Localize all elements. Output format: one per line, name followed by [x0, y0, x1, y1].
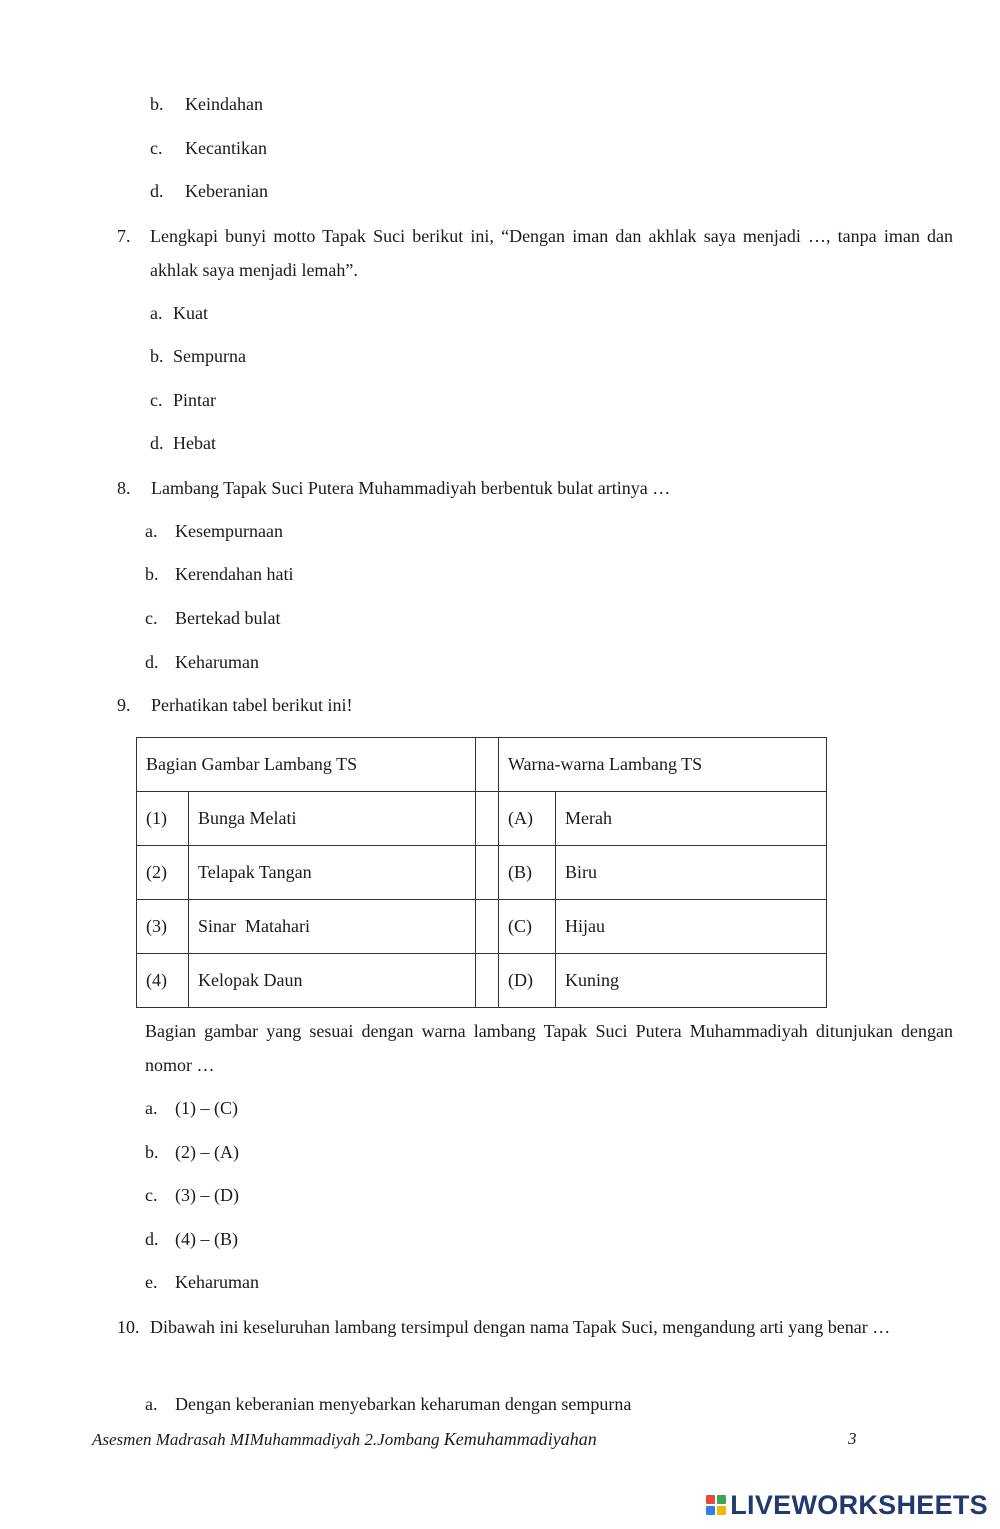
row-color: Hijau — [556, 900, 827, 954]
option-text: Sempurna — [173, 346, 246, 366]
q10-text: Dibawah ini keseluruhan lambang tersimpul dengan nama Tapak Suci, mengandung arti yang benar … — [150, 1317, 891, 1337]
q10-option-a — [145, 1393, 632, 1415]
row-letter: (B) — [499, 846, 556, 900]
option-text: Keberanian — [185, 181, 268, 201]
option-text: Keharuman — [175, 1272, 259, 1292]
row-part: Telapak Tangan — [189, 846, 476, 900]
table-header-row — [137, 738, 827, 792]
option-text: Keharuman — [175, 652, 259, 672]
row-letter: (D) — [499, 954, 556, 1008]
lambang-table — [136, 737, 827, 1008]
option-letter: b. — [150, 94, 164, 114]
row-color: Merah — [556, 792, 827, 846]
q8-text: Lambang Tapak Suci Putera Muhammadiyah berbentuk bulat artinya … — [151, 478, 671, 498]
q7-option-c — [150, 389, 216, 411]
q7-text: Lengkapi bunyi motto Tapak Suci berikut ini, “Dengan iman dan akhlak saya menjadi …, tanpa iman dan akhlak saya menjadi lemah”. — [150, 226, 953, 280]
q9-option-e — [145, 1271, 259, 1293]
option-text: (1) – (C) — [175, 1098, 238, 1118]
liveworksheets-text: LIVEWORKSHEETS — [730, 1489, 988, 1520]
q8-number: 8. — [117, 478, 131, 498]
q7-option-d — [150, 432, 216, 454]
q7-option-b — [150, 345, 246, 367]
table-spacer — [476, 954, 499, 1008]
option-letter: a. — [145, 521, 158, 541]
option-letter: d. — [150, 433, 164, 453]
table-row — [137, 900, 827, 954]
option-letter: a. — [145, 1098, 158, 1118]
table-header-right: Warna-warna Lambang TS — [499, 738, 827, 792]
option-text: Bertekad bulat — [175, 608, 281, 628]
footer-left-text: Asesmen Madrasah MIMuhammadiyah 2.Jombang — [92, 1430, 440, 1449]
q8-option-a — [145, 520, 283, 542]
row-number: (4) — [137, 954, 189, 1008]
row-part: Bunga Melati — [189, 792, 476, 846]
row-part: Sinar Matahari — [189, 900, 476, 954]
q9-option-c — [145, 1184, 239, 1206]
q8-option-c — [145, 607, 281, 629]
table-spacer — [476, 792, 499, 846]
table-row — [137, 792, 827, 846]
row-number: (2) — [137, 846, 189, 900]
q8-option-b — [145, 563, 294, 585]
option-letter: b. — [145, 564, 159, 584]
table-row — [137, 954, 827, 1008]
row-number: (3) — [137, 900, 189, 954]
q9-number: 9. — [117, 695, 131, 715]
grid-square — [717, 1495, 726, 1504]
q9-follow-text: Bagian gambar yang sesuai dengan warna lambang Tapak Suci Putera Muhammadiyah ditunjukan dengan nomor … — [145, 1021, 953, 1075]
q9-option-d — [145, 1228, 238, 1250]
table-row — [137, 846, 827, 900]
q9-option-a — [145, 1097, 238, 1119]
option-text: Dengan keberanian menyebarkan keharuman dengan sempurna — [175, 1394, 632, 1414]
option-letter: c. — [150, 390, 163, 410]
option-letter: d. — [145, 1229, 159, 1249]
row-letter: (A) — [499, 792, 556, 846]
page-number: 3 — [848, 1429, 857, 1448]
option-text: (2) – (A) — [175, 1142, 239, 1162]
q9-option-b — [145, 1141, 239, 1163]
option-letter: c. — [150, 138, 163, 158]
option-text: Kecantikan — [185, 138, 267, 158]
table-spacer — [476, 846, 499, 900]
option-letter: e. — [145, 1272, 158, 1292]
footer-school — [92, 1428, 597, 1451]
q8-option-d — [145, 651, 259, 673]
q6-option-c — [150, 137, 267, 159]
q10-number: 10. — [117, 1317, 140, 1337]
table-header-left: Bagian Gambar Lambang TS — [137, 738, 476, 792]
row-number: (1) — [137, 792, 189, 846]
q7-option-a — [150, 302, 208, 324]
table-spacer — [476, 738, 499, 792]
option-letter: c. — [145, 1185, 158, 1205]
grid-square — [717, 1506, 726, 1515]
option-text: (3) – (D) — [175, 1185, 239, 1205]
q6-option-b — [150, 93, 263, 115]
row-letter: (C) — [499, 900, 556, 954]
liveworksheets-grid-icon — [706, 1495, 726, 1515]
option-text: Kuat — [173, 303, 208, 323]
q7-number: 7. — [117, 226, 131, 246]
option-text: Kesempurnaan — [175, 521, 283, 541]
option-text: Pintar — [173, 390, 216, 410]
option-letter: b. — [145, 1142, 159, 1162]
row-part: Kelopak Daun — [189, 954, 476, 1008]
option-text: (4) – (B) — [175, 1229, 238, 1249]
option-text: Hebat — [173, 433, 216, 453]
option-letter: b. — [150, 346, 164, 366]
row-color: Kuning — [556, 954, 827, 1008]
option-text: Kerendahan hati — [175, 564, 294, 584]
option-letter: d. — [145, 652, 159, 672]
option-letter: a. — [145, 1394, 158, 1414]
footer-subject: Kemuhammadiyahan — [443, 1429, 597, 1449]
option-letter: d. — [150, 181, 164, 201]
grid-square — [706, 1506, 715, 1515]
grid-square — [706, 1495, 715, 1504]
q6-option-d — [150, 180, 268, 202]
option-letter: c. — [145, 608, 158, 628]
table-spacer — [476, 900, 499, 954]
q9-text: Perhatikan tabel berikut ini! — [151, 695, 353, 715]
row-color: Biru — [556, 846, 827, 900]
option-text: Keindahan — [185, 94, 263, 114]
liveworksheets-logo — [706, 1488, 988, 1522]
option-letter: a. — [150, 303, 163, 323]
